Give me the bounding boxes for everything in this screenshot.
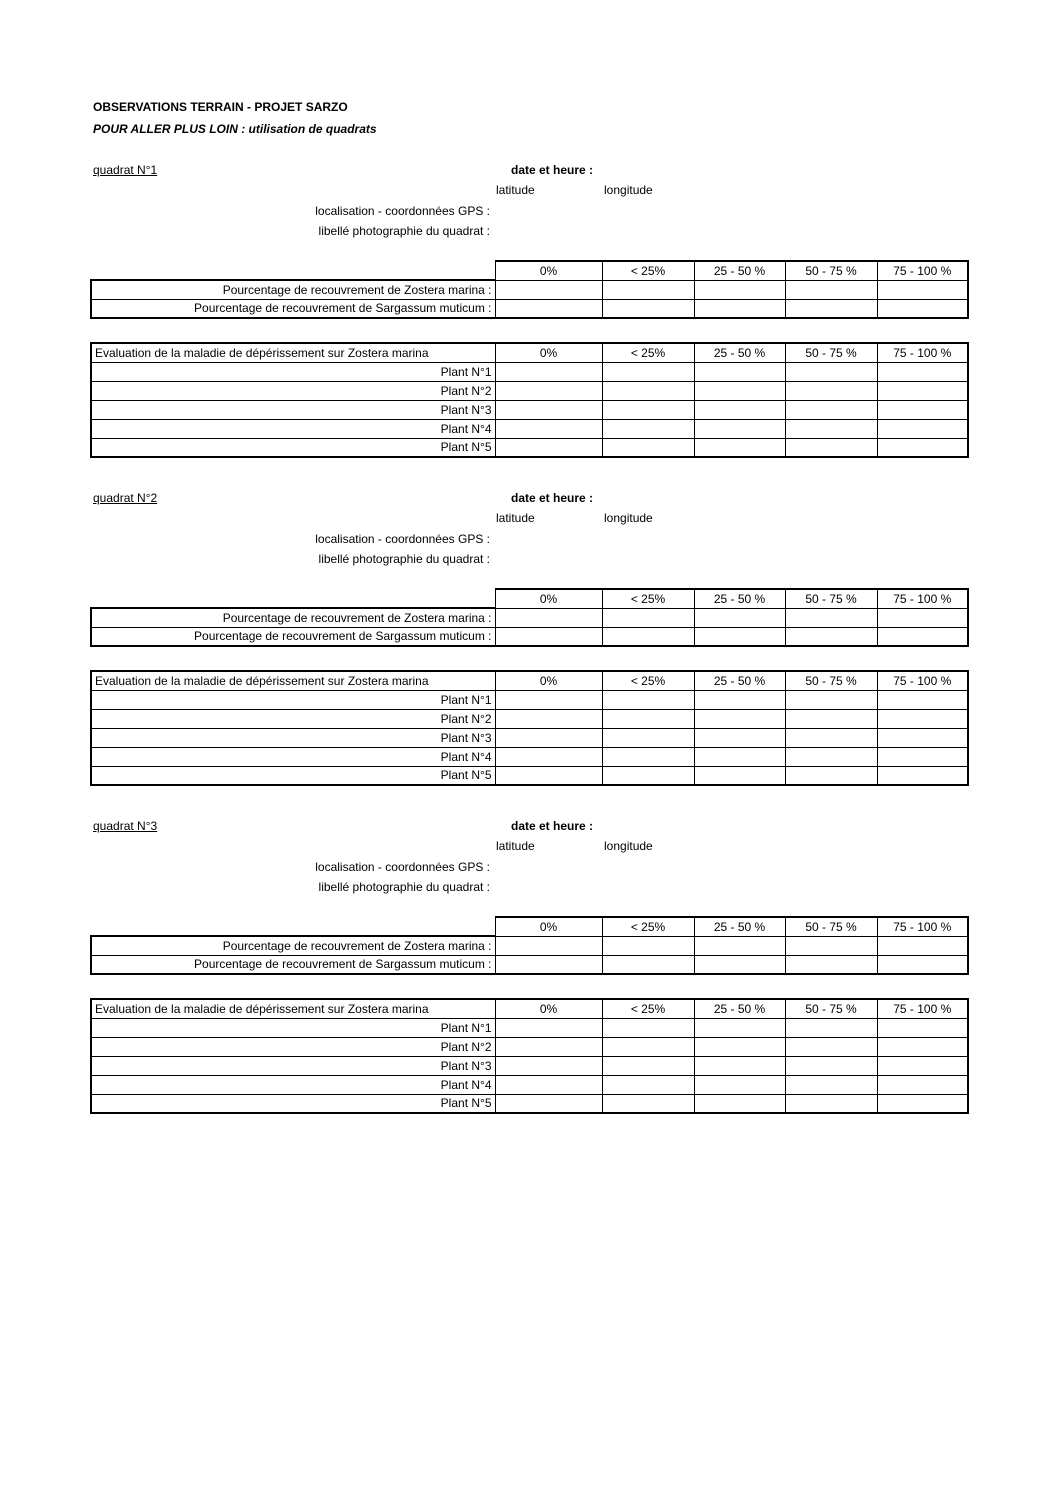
- disease-cell[interactable]: [602, 1056, 694, 1075]
- disease-cell[interactable]: [877, 1075, 968, 1094]
- disease-cell[interactable]: [694, 1094, 785, 1113]
- disease-cell[interactable]: [785, 766, 877, 785]
- localisation-label: localisation - coordonnées GPS :: [315, 204, 490, 218]
- disease-cell[interactable]: [785, 747, 877, 766]
- disease-cell[interactable]: [877, 728, 968, 747]
- latitude-label: latitude: [496, 839, 535, 853]
- disease-cell[interactable]: [694, 400, 785, 419]
- disease-cell[interactable]: [495, 438, 602, 457]
- plant-row-label: Plant N°3: [91, 1056, 495, 1075]
- disease-cell[interactable]: [602, 728, 694, 747]
- date-heure-label: date et heure :: [511, 819, 594, 833]
- cover-cell[interactable]: [877, 627, 968, 646]
- column-header: 25 - 50 %: [694, 261, 785, 280]
- cover-cell[interactable]: [785, 955, 877, 974]
- longitude-label: longitude: [604, 511, 653, 525]
- disease-cell[interactable]: [602, 1018, 694, 1037]
- disease-cell[interactable]: [495, 1018, 602, 1037]
- cover-cell[interactable]: [495, 627, 602, 646]
- plant-row-label: Plant N°2: [91, 1037, 495, 1056]
- blank-corner: [91, 261, 495, 280]
- cover-table: [90, 260, 969, 319]
- longitude-label: longitude: [604, 183, 653, 197]
- column-header: 25 - 50 %: [694, 917, 785, 936]
- disease-cell[interactable]: [602, 747, 694, 766]
- disease-cell[interactable]: [602, 709, 694, 728]
- cover-table: [90, 916, 969, 975]
- disease-cell[interactable]: [694, 747, 785, 766]
- disease-table: [90, 998, 969, 1114]
- column-header: 75 - 100 %: [877, 999, 968, 1018]
- blank-corner: [91, 589, 495, 608]
- column-header: < 25%: [602, 917, 694, 936]
- cover-cell[interactable]: [785, 608, 877, 627]
- date-heure-label: date et heure :: [511, 491, 594, 505]
- cover-cell[interactable]: [694, 955, 785, 974]
- disease-cell[interactable]: [602, 766, 694, 785]
- disease-cell[interactable]: [877, 362, 968, 381]
- disease-cell[interactable]: [602, 1075, 694, 1094]
- disease-cell[interactable]: [877, 1037, 968, 1056]
- disease-cell[interactable]: [694, 728, 785, 747]
- column-header: 50 - 75 %: [785, 671, 877, 690]
- disease-cell[interactable]: [785, 1094, 877, 1113]
- column-header: < 25%: [602, 343, 694, 362]
- disease-cell[interactable]: [694, 419, 785, 438]
- disease-cell[interactable]: [694, 438, 785, 457]
- disease-cell[interactable]: [495, 400, 602, 419]
- disease-cell[interactable]: [495, 381, 602, 400]
- plant-row-label: Plant N°1: [91, 1018, 495, 1037]
- cover-cell[interactable]: [785, 280, 877, 299]
- longitude-label: longitude: [604, 839, 653, 853]
- disease-cell[interactable]: [602, 1094, 694, 1113]
- column-header: < 25%: [602, 671, 694, 690]
- cover-cell[interactable]: [602, 608, 694, 627]
- column-header: 75 - 100 %: [877, 261, 968, 280]
- cover-cell[interactable]: [877, 299, 968, 318]
- cover-row-label: Pourcentage de recouvrement de Zostera marina :: [91, 936, 495, 955]
- cover-cell[interactable]: [602, 936, 694, 955]
- disease-cell[interactable]: [495, 1056, 602, 1075]
- disease-cell[interactable]: [495, 362, 602, 381]
- disease-header: Evaluation de la maladie de dépérissement sur Zostera marina: [91, 999, 495, 1018]
- disease-cell[interactable]: [694, 1037, 785, 1056]
- quadrat-title: quadrat N°3: [93, 819, 158, 833]
- column-header: 25 - 50 %: [694, 589, 785, 608]
- disease-cell[interactable]: [694, 1056, 785, 1075]
- disease-cell[interactable]: [785, 1075, 877, 1094]
- plant-row-label: Plant N°5: [91, 438, 495, 457]
- disease-cell[interactable]: [785, 1056, 877, 1075]
- disease-cell[interactable]: [877, 766, 968, 785]
- disease-cell[interactable]: [785, 381, 877, 400]
- column-header: 0%: [495, 261, 602, 280]
- column-header: 0%: [495, 671, 602, 690]
- column-header: < 25%: [602, 261, 694, 280]
- cover-cell[interactable]: [602, 627, 694, 646]
- disease-cell[interactable]: [785, 1037, 877, 1056]
- column-header: 50 - 75 %: [785, 589, 877, 608]
- cover-cell[interactable]: [877, 280, 968, 299]
- plant-row-label: Plant N°5: [91, 766, 495, 785]
- plant-row-label: Plant N°3: [91, 400, 495, 419]
- disease-cell[interactable]: [602, 438, 694, 457]
- cover-cell[interactable]: [785, 936, 877, 955]
- cover-row-label: Pourcentage de recouvrement de Sargassum muticum :: [91, 299, 495, 318]
- disease-cell[interactable]: [495, 728, 602, 747]
- cover-cell[interactable]: [602, 955, 694, 974]
- disease-header: Evaluation de la maladie de dépérissement sur Zostera marina: [91, 671, 495, 690]
- disease-cell[interactable]: [877, 419, 968, 438]
- plant-row-label: Plant N°4: [91, 1075, 495, 1094]
- column-header: 75 - 100 %: [877, 343, 968, 362]
- disease-cell[interactable]: [694, 690, 785, 709]
- plant-row-label: Plant N°2: [91, 709, 495, 728]
- disease-cell[interactable]: [495, 709, 602, 728]
- blank-corner: [91, 917, 495, 936]
- disease-cell[interactable]: [694, 709, 785, 728]
- column-header: 25 - 50 %: [694, 671, 785, 690]
- localisation-label: localisation - coordonnées GPS :: [315, 860, 490, 874]
- quadrat-title: quadrat N°1: [93, 163, 158, 177]
- cover-row-label: Pourcentage de recouvrement de Zostera marina :: [91, 280, 495, 299]
- cover-cell[interactable]: [694, 280, 785, 299]
- cover-cell[interactable]: [877, 608, 968, 627]
- disease-cell[interactable]: [877, 747, 968, 766]
- disease-cell[interactable]: [694, 381, 785, 400]
- cover-cell[interactable]: [694, 627, 785, 646]
- page-subtitle: POUR ALLER PLUS LOIN : utilisation de quadrats: [93, 122, 377, 136]
- cover-cell[interactable]: [694, 608, 785, 627]
- disease-cell[interactable]: [785, 438, 877, 457]
- localisation-label: localisation - coordonnées GPS :: [315, 532, 490, 546]
- disease-cell[interactable]: [495, 419, 602, 438]
- plant-row-label: Plant N°5: [91, 1094, 495, 1113]
- disease-cell[interactable]: [495, 1075, 602, 1094]
- latitude-label: latitude: [496, 511, 535, 525]
- disease-cell[interactable]: [877, 381, 968, 400]
- disease-cell[interactable]: [785, 362, 877, 381]
- column-header: 25 - 50 %: [694, 999, 785, 1018]
- plant-row-label: Plant N°3: [91, 728, 495, 747]
- column-header: 75 - 100 %: [877, 917, 968, 936]
- disease-header: Evaluation de la maladie de dépérissement sur Zostera marina: [91, 343, 495, 362]
- column-header: 0%: [495, 589, 602, 608]
- disease-cell[interactable]: [495, 747, 602, 766]
- cover-cell[interactable]: [495, 608, 602, 627]
- cover-cell[interactable]: [694, 299, 785, 318]
- cover-cell[interactable]: [495, 299, 602, 318]
- column-header: 50 - 75 %: [785, 917, 877, 936]
- cover-cell[interactable]: [694, 936, 785, 955]
- column-header: < 25%: [602, 589, 694, 608]
- column-header: 75 - 100 %: [877, 671, 968, 690]
- plant-row-label: Plant N°4: [91, 419, 495, 438]
- column-header: 25 - 50 %: [694, 343, 785, 362]
- disease-cell[interactable]: [602, 400, 694, 419]
- disease-cell[interactable]: [694, 766, 785, 785]
- disease-cell[interactable]: [785, 709, 877, 728]
- cover-cell[interactable]: [877, 955, 968, 974]
- cover-cell[interactable]: [495, 936, 602, 955]
- disease-cell[interactable]: [877, 690, 968, 709]
- disease-cell[interactable]: [877, 438, 968, 457]
- disease-cell[interactable]: [694, 362, 785, 381]
- disease-cell[interactable]: [694, 1075, 785, 1094]
- plant-row-label: Plant N°4: [91, 747, 495, 766]
- column-header: 50 - 75 %: [785, 999, 877, 1018]
- disease-cell[interactable]: [877, 709, 968, 728]
- disease-table: [90, 342, 969, 458]
- disease-cell[interactable]: [785, 690, 877, 709]
- cover-row-label: Pourcentage de recouvrement de Zostera marina :: [91, 608, 495, 627]
- disease-table: [90, 670, 969, 786]
- disease-cell[interactable]: [495, 766, 602, 785]
- libelle-label: libellé photographie du quadrat :: [318, 552, 490, 566]
- column-header: 50 - 75 %: [785, 261, 877, 280]
- disease-cell[interactable]: [602, 1037, 694, 1056]
- libelle-label: libellé photographie du quadrat :: [318, 880, 490, 894]
- disease-cell[interactable]: [602, 362, 694, 381]
- disease-cell[interactable]: [694, 1018, 785, 1037]
- column-header: 0%: [495, 999, 602, 1018]
- column-header: 75 - 100 %: [877, 589, 968, 608]
- cover-cell[interactable]: [785, 627, 877, 646]
- disease-cell[interactable]: [877, 1018, 968, 1037]
- quadrat-title: quadrat N°2: [93, 491, 158, 505]
- cover-cell[interactable]: [785, 299, 877, 318]
- plant-row-label: Plant N°2: [91, 381, 495, 400]
- disease-cell[interactable]: [602, 419, 694, 438]
- disease-cell[interactable]: [602, 690, 694, 709]
- disease-cell[interactable]: [877, 1094, 968, 1113]
- cover-cell[interactable]: [495, 955, 602, 974]
- disease-cell[interactable]: [495, 1037, 602, 1056]
- disease-cell[interactable]: [602, 381, 694, 400]
- libelle-label: libellé photographie du quadrat :: [318, 224, 490, 238]
- column-header: 0%: [495, 917, 602, 936]
- plant-row-label: Plant N°1: [91, 362, 495, 381]
- cover-cell[interactable]: [602, 280, 694, 299]
- disease-cell[interactable]: [495, 1094, 602, 1113]
- column-header: 0%: [495, 343, 602, 362]
- column-header: 50 - 75 %: [785, 343, 877, 362]
- disease-cell[interactable]: [877, 400, 968, 419]
- column-header: < 25%: [602, 999, 694, 1018]
- disease-cell[interactable]: [785, 400, 877, 419]
- page-title: OBSERVATIONS TERRAIN - PROJET SARZO: [93, 100, 348, 114]
- disease-cell[interactable]: [785, 1018, 877, 1037]
- cover-cell[interactable]: [877, 936, 968, 955]
- cover-row-label: Pourcentage de recouvrement de Sargassum muticum :: [91, 627, 495, 646]
- cover-row-label: Pourcentage de recouvrement de Sargassum muticum :: [91, 955, 495, 974]
- cover-cell[interactable]: [495, 280, 602, 299]
- disease-cell[interactable]: [495, 690, 602, 709]
- plant-row-label: Plant N°1: [91, 690, 495, 709]
- cover-cell[interactable]: [602, 299, 694, 318]
- disease-cell[interactable]: [877, 1056, 968, 1075]
- latitude-label: latitude: [496, 183, 535, 197]
- cover-table: [90, 588, 969, 647]
- disease-cell[interactable]: [785, 419, 877, 438]
- disease-cell[interactable]: [785, 728, 877, 747]
- date-heure-label: date et heure :: [511, 163, 594, 177]
